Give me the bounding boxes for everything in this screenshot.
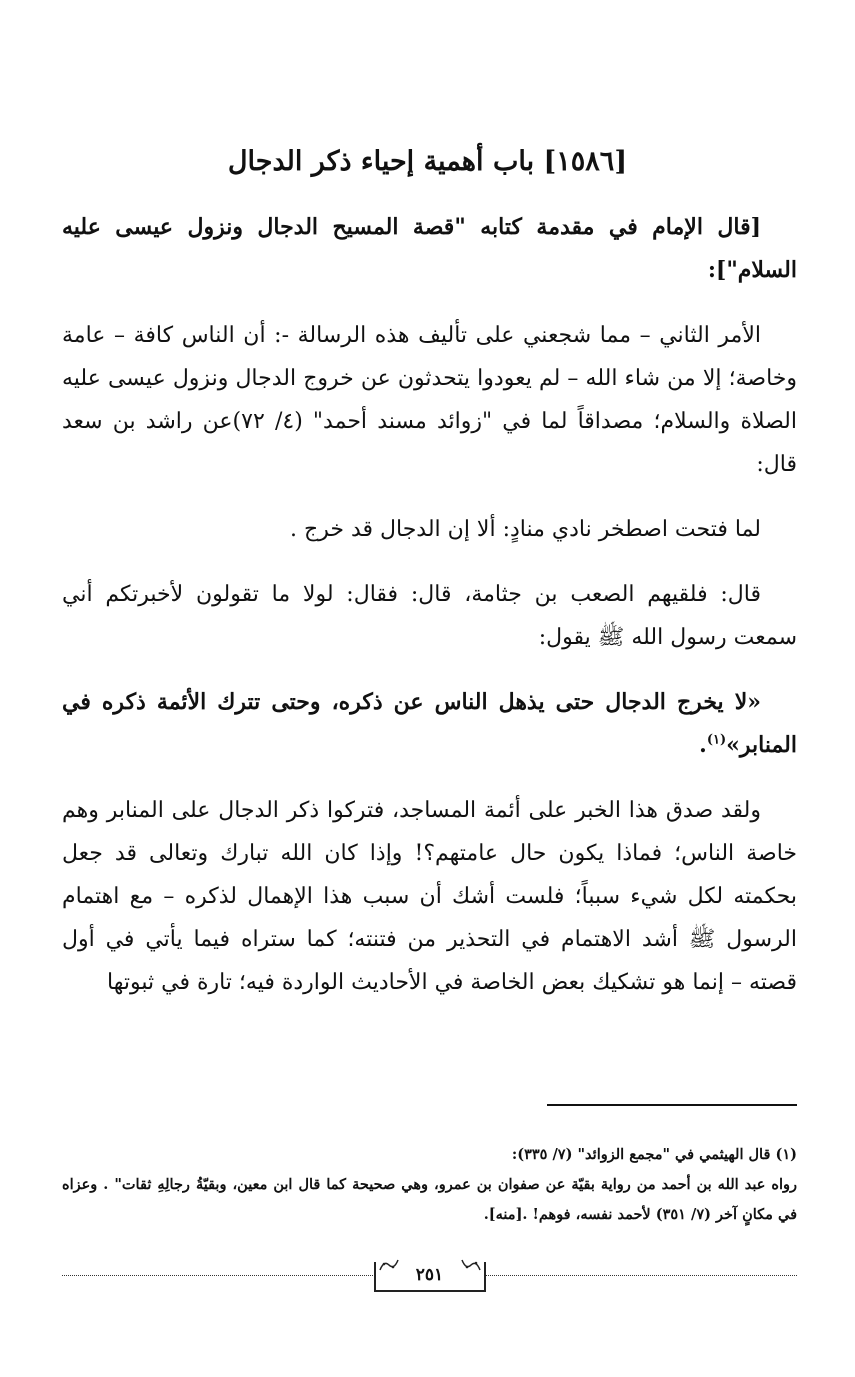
paragraph-istakhr: لما فتحت اصطخر نادي منادٍ: ألا إن الدجال قد خرج .: [290, 517, 761, 542]
footnote-separator: [547, 1104, 797, 1106]
ornament-icon: [460, 1258, 482, 1272]
main-text: [62, 206, 797, 1026]
ornament-icon: [378, 1258, 400, 1272]
paragraph-saab: قال: فلقيهم الصعب بن جثامة، قال: فقال: لولا ما تقولون لأخبرتكم أني سمعت رسول الله ﷺ يقول:: [62, 582, 797, 650]
page-number: ٢٥١: [415, 1265, 444, 1285]
footnote-body: رواه عبد الله بن أحمد من رواية بقيّة عن صفوان بن عمرو، وهي صحيحة كما قال ابن معين، وبقيّةُ رجالِهِ ثقات" . وعزاه في مكانٍ آخر (٧/ ٣٥١) لأحمد نفسه، فوهم! .[منه].: [62, 1176, 797, 1223]
page-footer: [62, 1262, 797, 1292]
paragraph-second-matter: الأمر الثاني – مما شجعني على تأليف هذه الرسالة -: أن الناس كافة – عامة وخاصة؛ إلا من شاء الله – لم يعودوا يتحدثون عن خروج الدجال ونزول عيسى عليه الصلاة والسلام؛ مصداقاً لما في "زوائد مسند أحمد" (٤/ ٧٢)عن راشد بن سعد قال:: [62, 323, 797, 477]
page-number-frame: [374, 1262, 486, 1292]
intro-paragraph: [قال الإمام في مقدمة كتابه "قصة المسيح الدجال ونزول عيسى عليه السلام"]:: [62, 214, 797, 283]
footnote-marker: (١): [706, 732, 727, 748]
paragraph-imams: ولقد صدق هذا الخبر على أئمة المساجد، فتركوا ذكر الدجال على المنابر وهم خاصة الناس؛ فماذا يكون حال عامتهم؟! وإذا كان الله تبارك وتعالى قد جعل بحكمته لكل شيء سبباً؛ فلست أشك أن سبب هذا الإهمال لذكره – مع اهتمام الرسول ﷺ أشد الاهتمام في التحذير من فتنته؛ كما ستراه فيما يأتي في أول قصته – إنما هو تشكيك بعض الخاصة في الأحاديث الواردة فيه؛ تارة في ثبوتها: [62, 798, 797, 995]
hadith-text: «لا يخرج الدجال حتى يذهل الناس عن ذكره، وحتى تترك الأئمة ذكره في المنابر»: [62, 689, 797, 758]
hadith-quote: «لا يخرج الدجال حتى يذهل الناس عن ذكره، وحتى تترك الأئمة ذكره في المنابر»$^{(١)}$.: [62, 689, 797, 758]
footnotes: [62, 1140, 797, 1230]
chapter-title: [١٥٨٦] باب أهمية إحياء ذكر الدجال: [227, 146, 628, 177]
footnote-heading: (١) قال الهيثمي في "مجمع الزوائد" (٧/ ٣٣٥):: [511, 1146, 797, 1163]
